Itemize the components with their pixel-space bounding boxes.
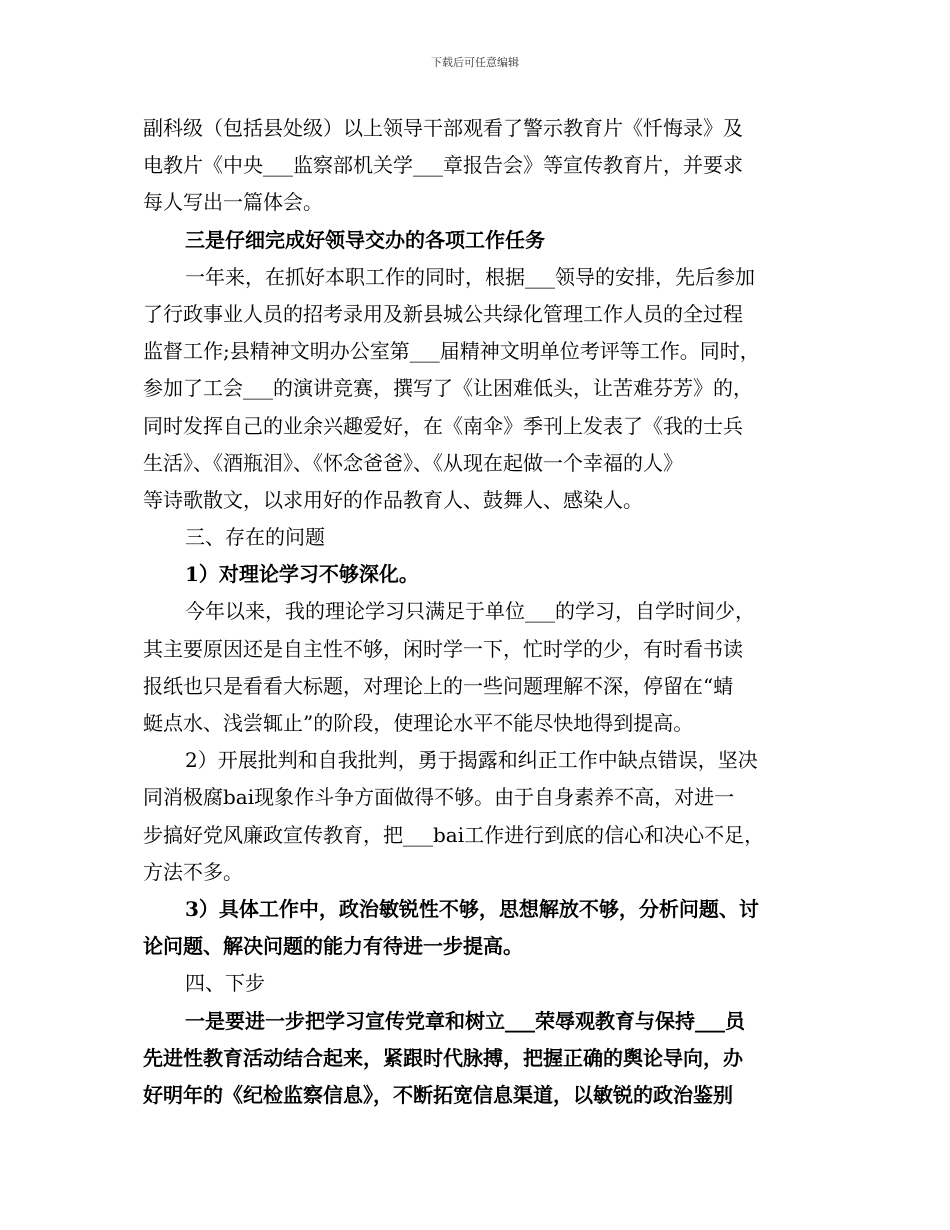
- text-line: 一是要进一步把学习宣传党章和树立___荣辱观教育与保持___员: [185, 1008, 745, 1033]
- text-line: 其主要原因还是自主性不够，闲时学一下，忙时学的少，有时看书读: [143, 636, 743, 661]
- text-line: 2）开展批判和自我批判，勇于揭露和纠正工作中缺点错误，坚决: [185, 748, 758, 773]
- text-line: 报纸也只是看看大标题，对理论上的一些问题理解不深，停留在“蜻: [143, 673, 734, 698]
- text-line: 步搞好党风廉政宣传教育，把___bai工作进行到底的信心和决心不足，: [143, 822, 765, 847]
- text-line: 监督工作;县精神文明办公室第___届精神文明单位考评等工作。同时，: [143, 339, 760, 364]
- text-line: 好明年的《纪检监察信息》，不断拓宽信息渠道，以敏锐的政治鉴别: [143, 1082, 733, 1107]
- text-line: 参加了工会___的演讲竞赛，撰写了《让困难低头，让苦难芬芳》的，: [143, 376, 753, 401]
- text-line: 1）对理论学习不够深化。: [185, 562, 419, 587]
- text-line: 生活》、《酒瓶泪》、《怀念爸爸》、《从现在起做一个幸福的人》: [143, 450, 683, 475]
- text-line: 三是仔细完成好领导交办的各项工作任务: [185, 227, 545, 252]
- text-line: 了行政事业人员的招考录用及新县城公共绿化管理工作人员的全过程: [143, 301, 743, 326]
- text-line: 一年来，在抓好本职工作的同时，根据___领导的安排，先后参加: [185, 264, 755, 289]
- text-line: 论问题、解决问题的能力有待进一步提高。: [143, 934, 523, 959]
- text-line: 每人写出一篇体会。: [143, 190, 323, 215]
- document-body: [143, 110, 823, 1114]
- text-line: 四、下步: [185, 971, 265, 996]
- text-line: 同消极腐bai现象作斗争方面做得不够。由于自身素养不高，对进一: [143, 785, 735, 810]
- text-line: 等诗歌散文，以求用好的作品教育人、鼓舞人、感染人。: [143, 487, 643, 512]
- text-line: 同时发挥自己的业余兴趣爱好，在《南伞》季刊上发表了《我的士兵: [143, 413, 743, 438]
- text-line: 三、存在的问题: [185, 525, 325, 550]
- text-line: 今年以来，我的理论学习只满足于单位___的学习，自学时间少，: [185, 599, 755, 624]
- text-line: 方法不多。: [143, 859, 243, 884]
- text-line: 副科级（包括县处级）以上领导干部观看了警示教育片《忏悔录》及: [143, 116, 743, 140]
- page-header-note: 下载后可任意编辑: [431, 56, 519, 69]
- text-line: 先进性教育活动结合起来，紧跟时代脉搏，把握正确的舆论导向，办: [143, 1045, 743, 1070]
- text-line: 3）具体工作中，政治敏锐性不够，思想解放不够，分析问题、讨: [185, 896, 759, 921]
- text-line: 蜓点水、浅尝辄止”的阶段，使理论水平不能尽快地得到提高。: [143, 711, 694, 735]
- text-line: 电教片《中央___监察部机关学___章报告会》等宣传教育片，并要求: [143, 153, 743, 178]
